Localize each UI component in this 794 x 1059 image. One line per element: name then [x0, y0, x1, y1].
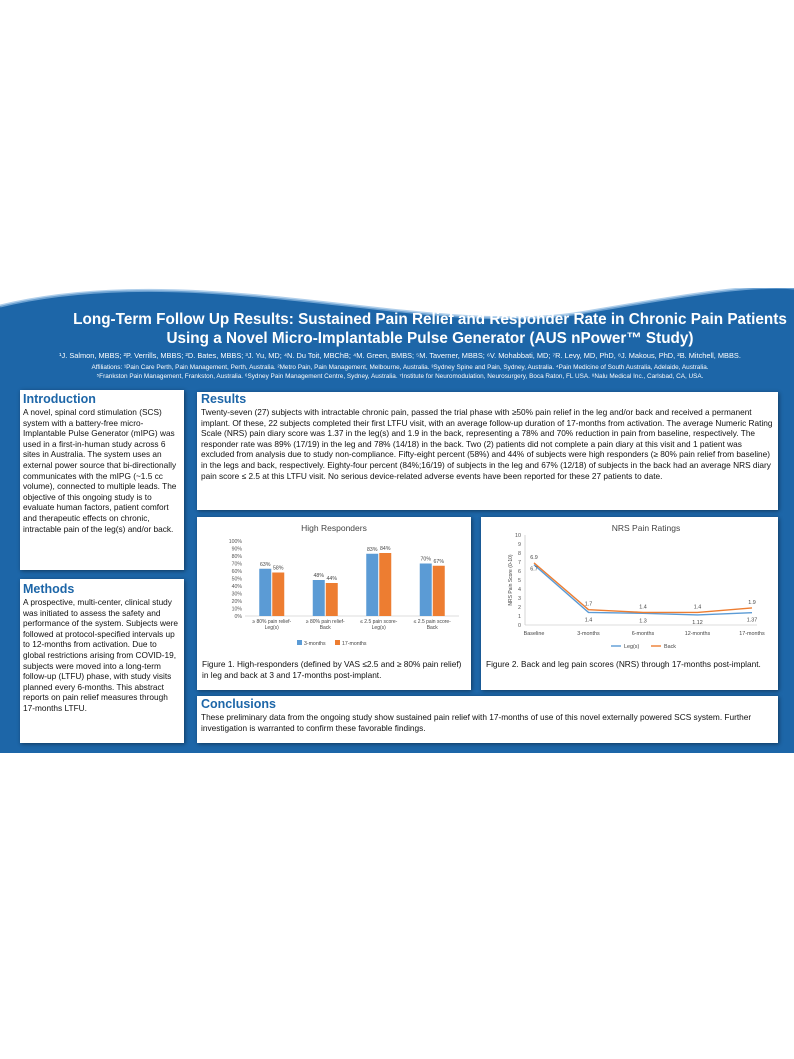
data-label: 70% — [420, 556, 431, 563]
data-label: 83% — [367, 546, 378, 553]
y-tick-label: 7 — [518, 560, 521, 566]
legend-label: 17-months — [342, 641, 367, 647]
figure-2-panel — [481, 517, 778, 690]
bar-17-months — [326, 583, 338, 616]
category-label: 6-months — [631, 631, 655, 637]
y-tick-label: 30% — [231, 591, 242, 598]
data-label: 1.3 — [639, 618, 647, 625]
y-tick-label: 100% — [228, 539, 242, 545]
legend-label: 3-months — [304, 641, 326, 647]
category-label: 12-months — [684, 631, 711, 637]
figure-2-caption: Figure 2. Back and leg pain scores (NRS) through 17-months post-implant. — [486, 659, 761, 669]
high-responders-chart — [197, 517, 471, 657]
data-label: 1.4 — [639, 604, 647, 611]
nrs-pain-ratings-chart — [481, 517, 778, 657]
chart-title: NRS Pain Ratings — [611, 523, 681, 533]
affiliations-line-1: Affiliations: ¹Pain Care Perth, Pain Management, Perth, Australia. ²Metro Pain, Pain Management, Melbourne, Australia. ³Sydney Spine and Pain, Sydney, Australia. ⁴Pain Medicine of South Australia, Adelaide, Australia. — [91, 364, 709, 371]
legend-label: Back — [664, 644, 676, 650]
data-label: 84% — [380, 546, 391, 552]
title-line-1: Long-Term Follow Up Results: Sustained Pain Relief and Responder Rate in Chronic Pain Patients — [73, 311, 787, 328]
data-label: 1.4 — [693, 604, 702, 611]
y-tick-label: 8 — [518, 551, 521, 557]
poster — [0, 288, 794, 753]
introduction-section — [20, 390, 184, 570]
data-label: 67% — [433, 558, 444, 565]
data-label: 63% — [260, 561, 271, 568]
chart-title: High Responders — [301, 523, 367, 533]
bar-17-months — [433, 566, 445, 616]
y-tick-label: 10 — [515, 533, 521, 539]
data-label: 6.7 — [530, 566, 538, 573]
y-tick-label: 2 — [518, 605, 521, 611]
y-tick-label: 80% — [231, 554, 242, 560]
conclusions-heading: Conclusions — [201, 697, 277, 711]
conclusions-section — [197, 696, 778, 743]
legend-swatch — [335, 640, 340, 645]
methods-body: A prospective, multi-center, clinical study was initiated to assess the safety and performance of the system. Subjects were followed at protocol-specified intervals up to 12-months from activation. Due to global restrictions arising from COVID-19, subjects were moved into a long-term follow-up (LTFU) phase, with study visits planned every 6-months. This abstract reports on pain relief measures through 17-months LTFU. — [23, 597, 178, 713]
y-tick-label: 90% — [231, 546, 242, 553]
y-tick-label: 3 — [518, 596, 521, 602]
category-label-line-2: Back — [319, 625, 331, 631]
methods-heading: Methods — [23, 582, 75, 596]
category-label: Baseline — [523, 631, 545, 637]
bar-17-months — [272, 573, 284, 617]
introduction-heading: Introduction — [23, 392, 96, 406]
y-tick-label: 10% — [231, 606, 242, 613]
y-tick-label: 0% — [234, 614, 242, 620]
figure-1-caption: Figure 1. High-responders (defined by VAS ≤2.5 and ≥ 80% pain relief) in leg and back at 3 and 17-months post-implant. — [202, 659, 462, 680]
data-label: 44% — [326, 576, 337, 582]
author-list: ¹J. Salmon, MBBS; ²P. Verrills, MBBS; ²D. Bates, MBBS; ³J. Yu, MD; ⁴N. Du Toit, MBChB; ⁴M. Green, BMBS; ⁵M. Taverner, MBBS; ⁶V. Mohabbati, MD; ⁷R. Levy, MD, PhD, ⁸J. Makous, PhD, ²B. Mitchell, MBBS. — [59, 351, 741, 360]
y-tick-label: 60% — [231, 569, 242, 575]
y-tick-label: 50% — [231, 576, 242, 583]
data-label: 1.4 — [584, 617, 593, 624]
bar-3-months — [420, 564, 432, 617]
figure-1-panel — [197, 517, 471, 690]
category-label-line-2: Leg(s) — [264, 625, 279, 631]
y-axis-title: NRS Pain Score (0-10) — [508, 554, 514, 606]
data-label: 1.37 — [746, 617, 758, 624]
y-tick-label: 40% — [231, 584, 242, 590]
affiliations-line-2: ⁵Frankston Pain Management, Frankston, Australia. ⁶Sydney Pain Management Centre, Sydney, Australia. ⁷Institute for Neuromodulation, Neurosurgery, Boca Raton, FL USA. ⁸Nalu Medical Inc., Carlsbad, CA, USA. — [96, 373, 704, 380]
y-tick-label: 6 — [518, 569, 521, 575]
conclusions-body: These preliminary data from the ongoing study show sustained pain relief with 17-months of use of this novel externally powered SCS system. Further investigation is warranted to confirm these favorable findings. — [201, 712, 752, 733]
category-label-line-1: ≤ 2.5 pain score- — [413, 619, 451, 625]
legend-swatch — [297, 640, 302, 645]
y-tick-label: 1 — [518, 614, 521, 620]
legend-label: Leg(s) — [624, 644, 640, 650]
category-label-line-1: ≥ 80% pain relief- — [305, 619, 345, 625]
category-label-line-2: Leg(s) — [371, 625, 386, 631]
title-line-2: Using a Novel Micro-Implantable Pulse Generator (AUS nPower™ Study) — [166, 330, 694, 347]
bar-17-months — [379, 553, 391, 616]
introduction-body: A novel, spinal cord stimulation (SCS) system with a battery-free micro-Implantable Pulse Generator (mIPG) was used in a first-in-human study across 6 sites in Australia. The system uses an external power source that bi-directionally communicates with the mIPG (~1.5 cc volume), connected to multiple leads. The objective of this ongoing study is to evaluate human factors, patient comfort and therapeutic effects on chronic, intractable pain of the leg(s) and/or back. — [23, 407, 177, 534]
results-heading: Results — [201, 392, 247, 406]
data-label: 1.12 — [692, 619, 703, 626]
category-label: 3-months — [577, 631, 600, 637]
bar-3-months — [313, 580, 325, 616]
category-label-line-1: ≥ 80% pain relief- — [252, 619, 292, 625]
y-tick-label: 0 — [518, 623, 521, 629]
data-label: 48% — [313, 573, 324, 579]
y-tick-label: 9 — [518, 542, 521, 548]
bar-3-months — [259, 569, 271, 616]
methods-section — [20, 579, 184, 743]
results-section — [197, 392, 778, 510]
category-label-line-1: ≤ 2.5 pain score- — [360, 619, 398, 625]
data-label: 58% — [273, 565, 284, 572]
y-tick-label: 70% — [231, 561, 242, 568]
results-body: Twenty-seven (27) subjects with intractable chronic pain, passed the trial phase with ≥50% pain relief in the leg and/or back and received a permanent implant. Of these, 22 subjects completed their first LTFU visit, with an average follow-up duration of 17-months from activation. The average Numeric Rating Scale (NRS) pain diary score was 1.37 in the leg(s) and 1.9 in the back, representing a 78% and 70% reduction in pain from baseline, respectively. The responder rate was 89% (17/19) in the leg and 78% (14/18) in the back. Two (2) patients did not complete a pain diary at this visit and 1 patient was excluded from analysis due to study non-compliance. Fifty-eight percent (58%) and 44% of subjects were high responders (≥ 80% pain relief from baseline) in the legs and back, respectively. Eighty-four percent (84%;16/19) of subjects in the leg and 67% (12/18) of subjects in the back had an average NRS diary pain score ≤ 2.5 at this LTFU visit. No serious device-related adverse events have been reported for these 27 patients to date. — [201, 407, 773, 481]
bar-3-months — [366, 554, 378, 616]
y-tick-label: 5 — [518, 578, 521, 584]
category-label: 17-months — [739, 631, 765, 637]
poster-title — [70, 310, 790, 348]
data-label: 1.9 — [748, 599, 756, 606]
affiliations — [10, 363, 790, 381]
category-label-line-2: Back — [426, 625, 438, 631]
data-label: 1.7 — [584, 601, 593, 608]
y-tick-label: 20% — [231, 599, 242, 605]
data-label: 6.9 — [530, 554, 538, 561]
y-tick-label: 4 — [518, 587, 521, 593]
